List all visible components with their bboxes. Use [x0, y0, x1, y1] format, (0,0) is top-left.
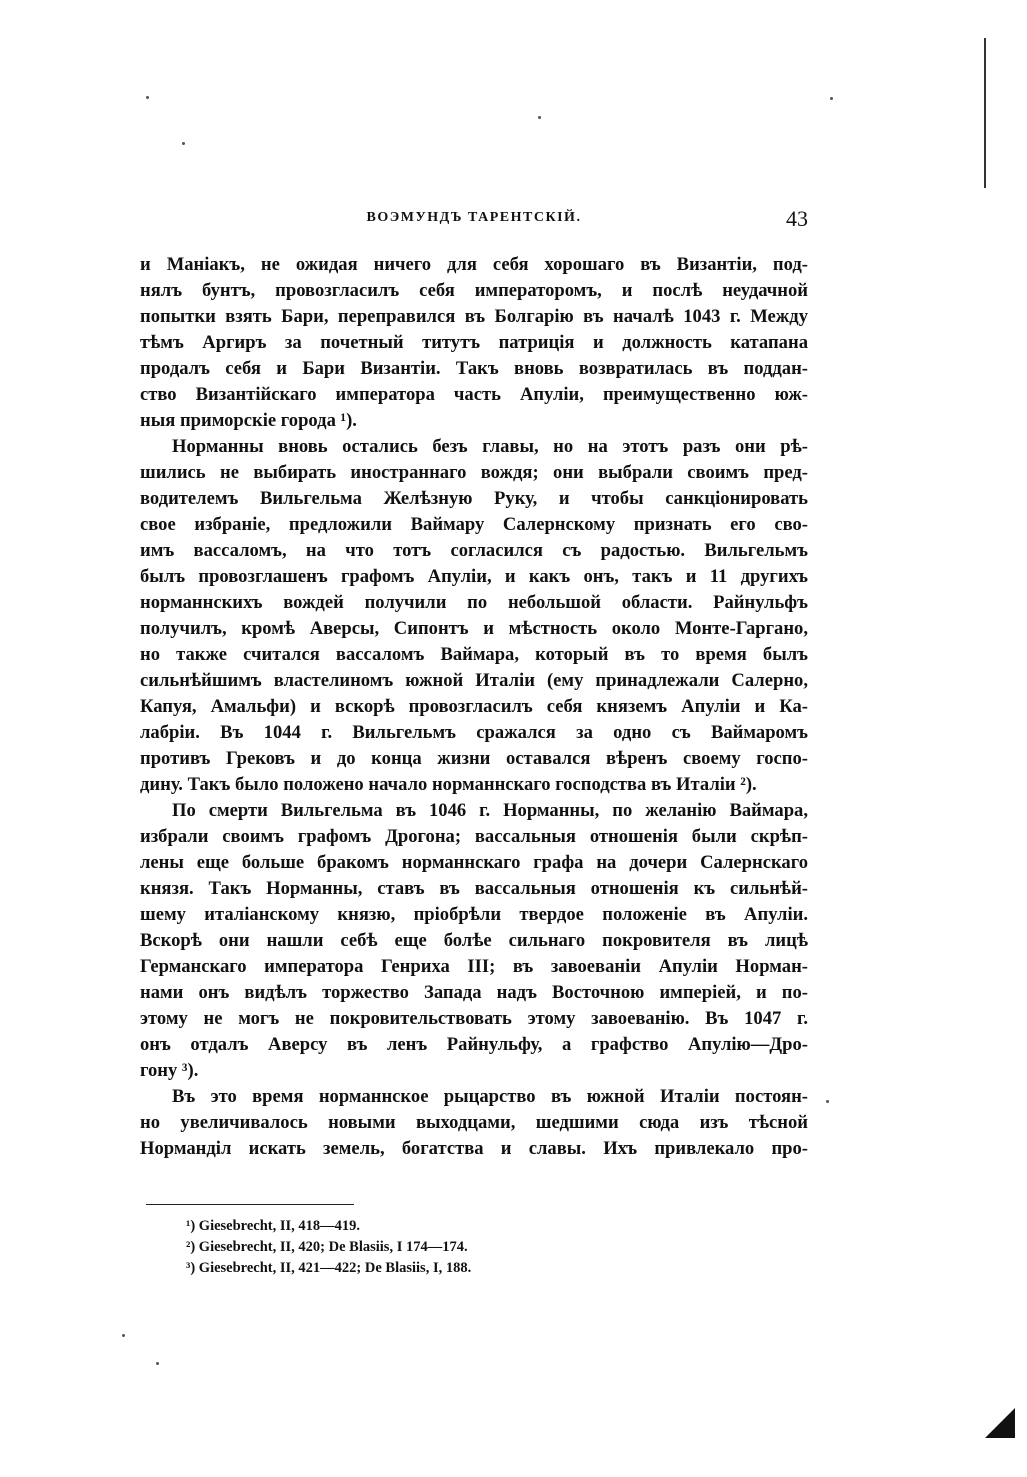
text-line: гону ³).	[140, 1060, 199, 1081]
scan-edge-line	[984, 38, 986, 188]
scan-speck	[182, 142, 185, 145]
body-text	[140, 252, 808, 1162]
text-line: продалъ себя и Бари Византіи. Такъ вновь возвратилась въ поддан-	[140, 358, 808, 379]
scan-speck	[830, 97, 833, 100]
page-number: 43	[786, 206, 808, 231]
text-line: и Маніакъ, не ожидая ничего для себя хорошаго въ Византіи, под-	[140, 254, 808, 275]
text-line: водителемъ Вильгельма Желѣзную Руку, и чтобы санкціонировать	[140, 488, 808, 509]
scan-speck	[122, 1334, 125, 1337]
text-line: сильнѣйшимъ властелиномъ южной Италіи (ему принадлежали Салерно,	[140, 670, 808, 691]
footnote: ²) Giesebrecht, II, 420; De Blasiis, I 174—174.	[186, 1239, 468, 1255]
corner-triangle-mark	[985, 1408, 1015, 1438]
text-line: избрали своимъ графомъ Дрогона; вассальныя отношенія были скрѣп-	[140, 826, 808, 847]
footnote-divider	[146, 1204, 354, 1205]
scan-speck	[156, 1362, 159, 1365]
text-line: свое избраніе, предложили Ваймару Салернскому признать его сво-	[140, 514, 808, 535]
scan-speck	[826, 1100, 829, 1103]
page-header	[140, 206, 808, 236]
text-line: тѣмъ Аргиръ за почетный титутъ патриція и должность катапана	[140, 332, 808, 353]
text-line: но также считался вассаломъ Ваймара, который въ то время былъ	[140, 644, 808, 665]
text-line: Капуя, Амальфи) и вскорѣ провозгласилъ себя княземъ Апуліи и Ка-	[140, 696, 808, 717]
text-line: По смерти Вильгельма въ 1046 г. Норманны, по желанію Ваймара,	[172, 800, 808, 821]
text-line: ство Византійскаго императора часть Апуліи, преимущественно юж-	[140, 384, 808, 405]
text-line: получилъ, кромѣ Аверсы, Сипонтъ и мѣстность около Монте-Гаргано,	[140, 618, 808, 639]
text-line: былъ провозглашенъ графомъ Апуліи, и какъ онъ, такъ и 11 другихъ	[140, 566, 808, 587]
text-line: нялъ бунтъ, провозгласилъ себя императоромъ, и послѣ неудачной	[140, 280, 808, 301]
text-line: но увеличивалось новыми выходцами, шедшими сюда изъ тѣсной	[140, 1112, 808, 1133]
text-line: Германскаго императора Генриха III; въ завоеваніи Апуліи Норман-	[140, 956, 808, 977]
text-line: Норманны вновь остались безъ главы, но на этотъ разъ они рѣ-	[172, 436, 808, 457]
text-line: имъ вассаломъ, на что тотъ согласился съ радостью. Вильгельмъ	[140, 540, 808, 561]
text-line: дину. Такъ было положено начало норманнскаго господства въ Италіи ²).	[140, 774, 757, 795]
text-line: норманнскихъ вождей получили по небольшой области. Райнульфъ	[140, 592, 808, 613]
text-line: лены еще больше бракомъ норманнскаго графа на дочери Салернскаго	[140, 852, 808, 873]
text-line: ныя приморскіе города ¹).	[140, 410, 357, 431]
scan-speck	[146, 96, 149, 99]
text-line: шились не выбирать иностраннаго вождя; они выбрали своимъ пред-	[140, 462, 808, 483]
text-line: этому не могъ не покровительствовать этому завоеванію. Въ 1047 г.	[140, 1008, 808, 1029]
footnote: ³) Giesebrecht, II, 421—422; De Blasiis, I, 188.	[186, 1260, 472, 1276]
text-line: нами онъ видѣлъ торжество Запада надъ Восточною имперіей, и по-	[140, 982, 808, 1003]
text-line: Въ это время норманнское рыцарство въ южной Италіи постоян-	[172, 1086, 808, 1107]
footnotes	[186, 1216, 746, 1279]
text-line: лабріи. Въ 1044 г. Вильгельмъ сражался за одно съ Ваймаромъ	[140, 722, 808, 743]
text-line: Вскорѣ они нашли себѣ еще болѣе сильнаго покровителя въ лицѣ	[140, 930, 808, 951]
text-line: князя. Такъ Норманны, ставъ въ вассальныя отношенія къ сильнѣй-	[140, 878, 808, 899]
text-line: Норманділ искать земель, богатства и славы. Ихъ привлекало про-	[140, 1138, 808, 1159]
running-title: ВОЭМУНДЪ ТАРЕНТСКІЙ.	[366, 210, 582, 225]
scan-speck	[538, 116, 541, 119]
text-line: противъ Грековъ и до конца жизни оставался вѣренъ своему госпо-	[140, 748, 808, 769]
footnote: ¹) Giesebrecht, II, 418—419.	[186, 1218, 361, 1234]
text-line: онъ отдалъ Аверсу въ ленъ Райнульфу, а графство Апулію—Дро-	[140, 1034, 808, 1055]
text-line: попытки взять Бари, переправился въ Болгарію въ началѣ 1043 г. Между	[140, 306, 808, 327]
text-line: шему италіанскому князю, пріобрѣли твердое положеніе въ Апуліи.	[140, 904, 808, 925]
